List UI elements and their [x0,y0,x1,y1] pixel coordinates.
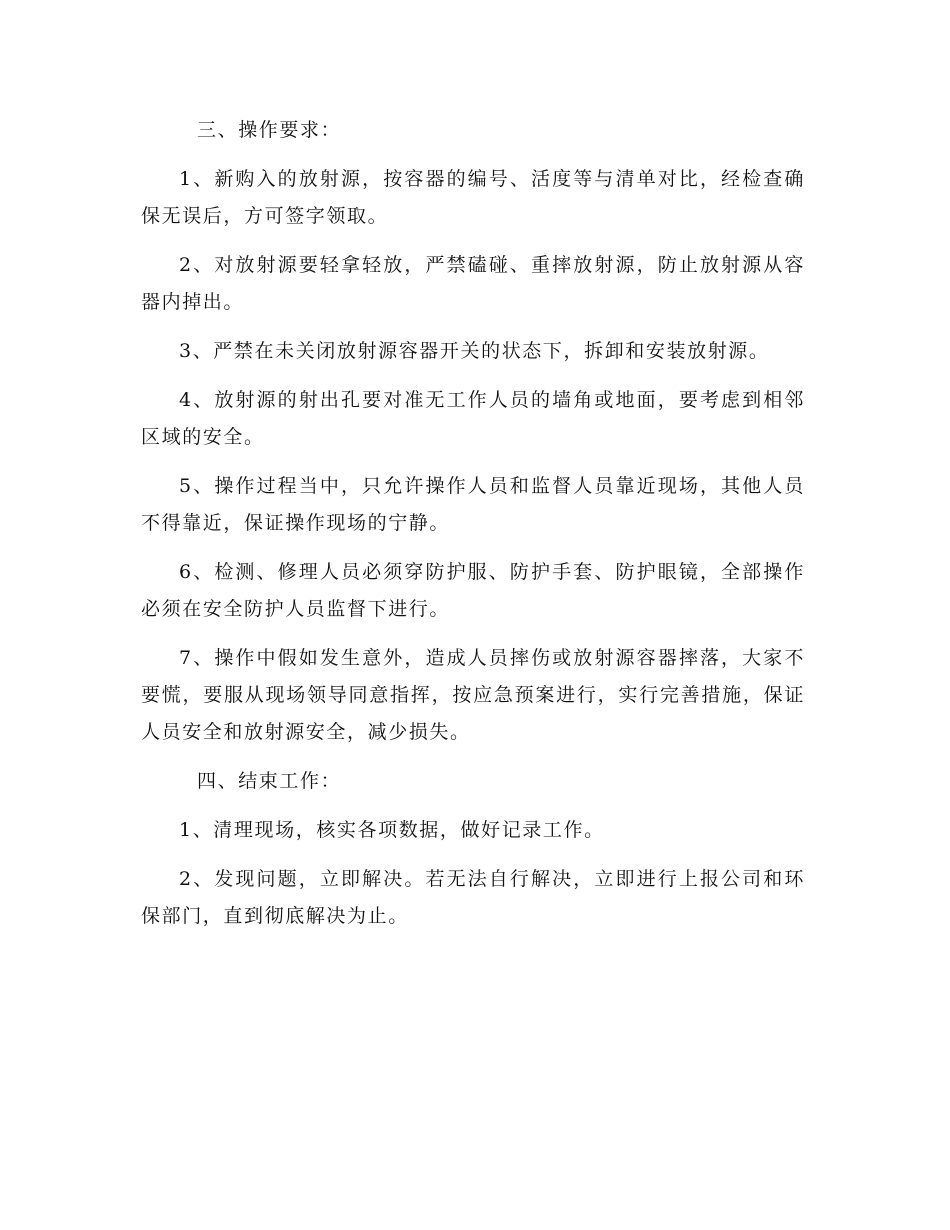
paragraph-closing-1: 1、清理现场，核实各项数据，做好记录工作。 [179,819,605,841]
section-heading-closing: 四、结束工作： [197,770,342,792]
paragraph-operation-5: 5、操作过程当中，只允许操作人员和监督人员靠近现场，其他人员不得靠近，保证操作现场的宁静。 [141,475,805,534]
paragraph-operation-7: 7、操作中假如发生意外，造成人员摔伤或放射源容器摔落，大家不要慌，要服从现场领导同意指挥，按应急预案进行，实行完善措施，保证人员安全和放射源安全，减少损失。 [141,647,805,743]
paragraph-operation-2: 2、对放射源要轻拿轻放，严禁磕碰、重摔放射源，防止放射源从容器内掉出。 [141,254,805,313]
paragraph-operation-6: 6、检测、修理人员必须穿防护服、防护手套、防护眼镜，全部操作必须在安全防护人员监督下进行。 [141,561,805,620]
paragraph-closing-2: 2、发现问题，立即解决。若无法自行解决，立即进行上报公司和环保部门，直到彻底解决为止。 [141,868,805,927]
section-heading-operation: 三、操作要求： [197,119,342,141]
paragraph-operation-4: 4、放射源的射出孔要对准无工作人员的墙角或地面，要考虑到相邻区域的安全。 [141,389,805,448]
document-body [141,112,805,935]
paragraph-operation-1: 1、新购入的放射源，按容器的编号、活度等与清单对比，经检查确保无误后，方可签字领取。 [141,168,805,227]
paragraph-operation-3: 3、严禁在未关闭放射源容器开关的状态下，拆卸和安装放射源。 [179,340,770,362]
